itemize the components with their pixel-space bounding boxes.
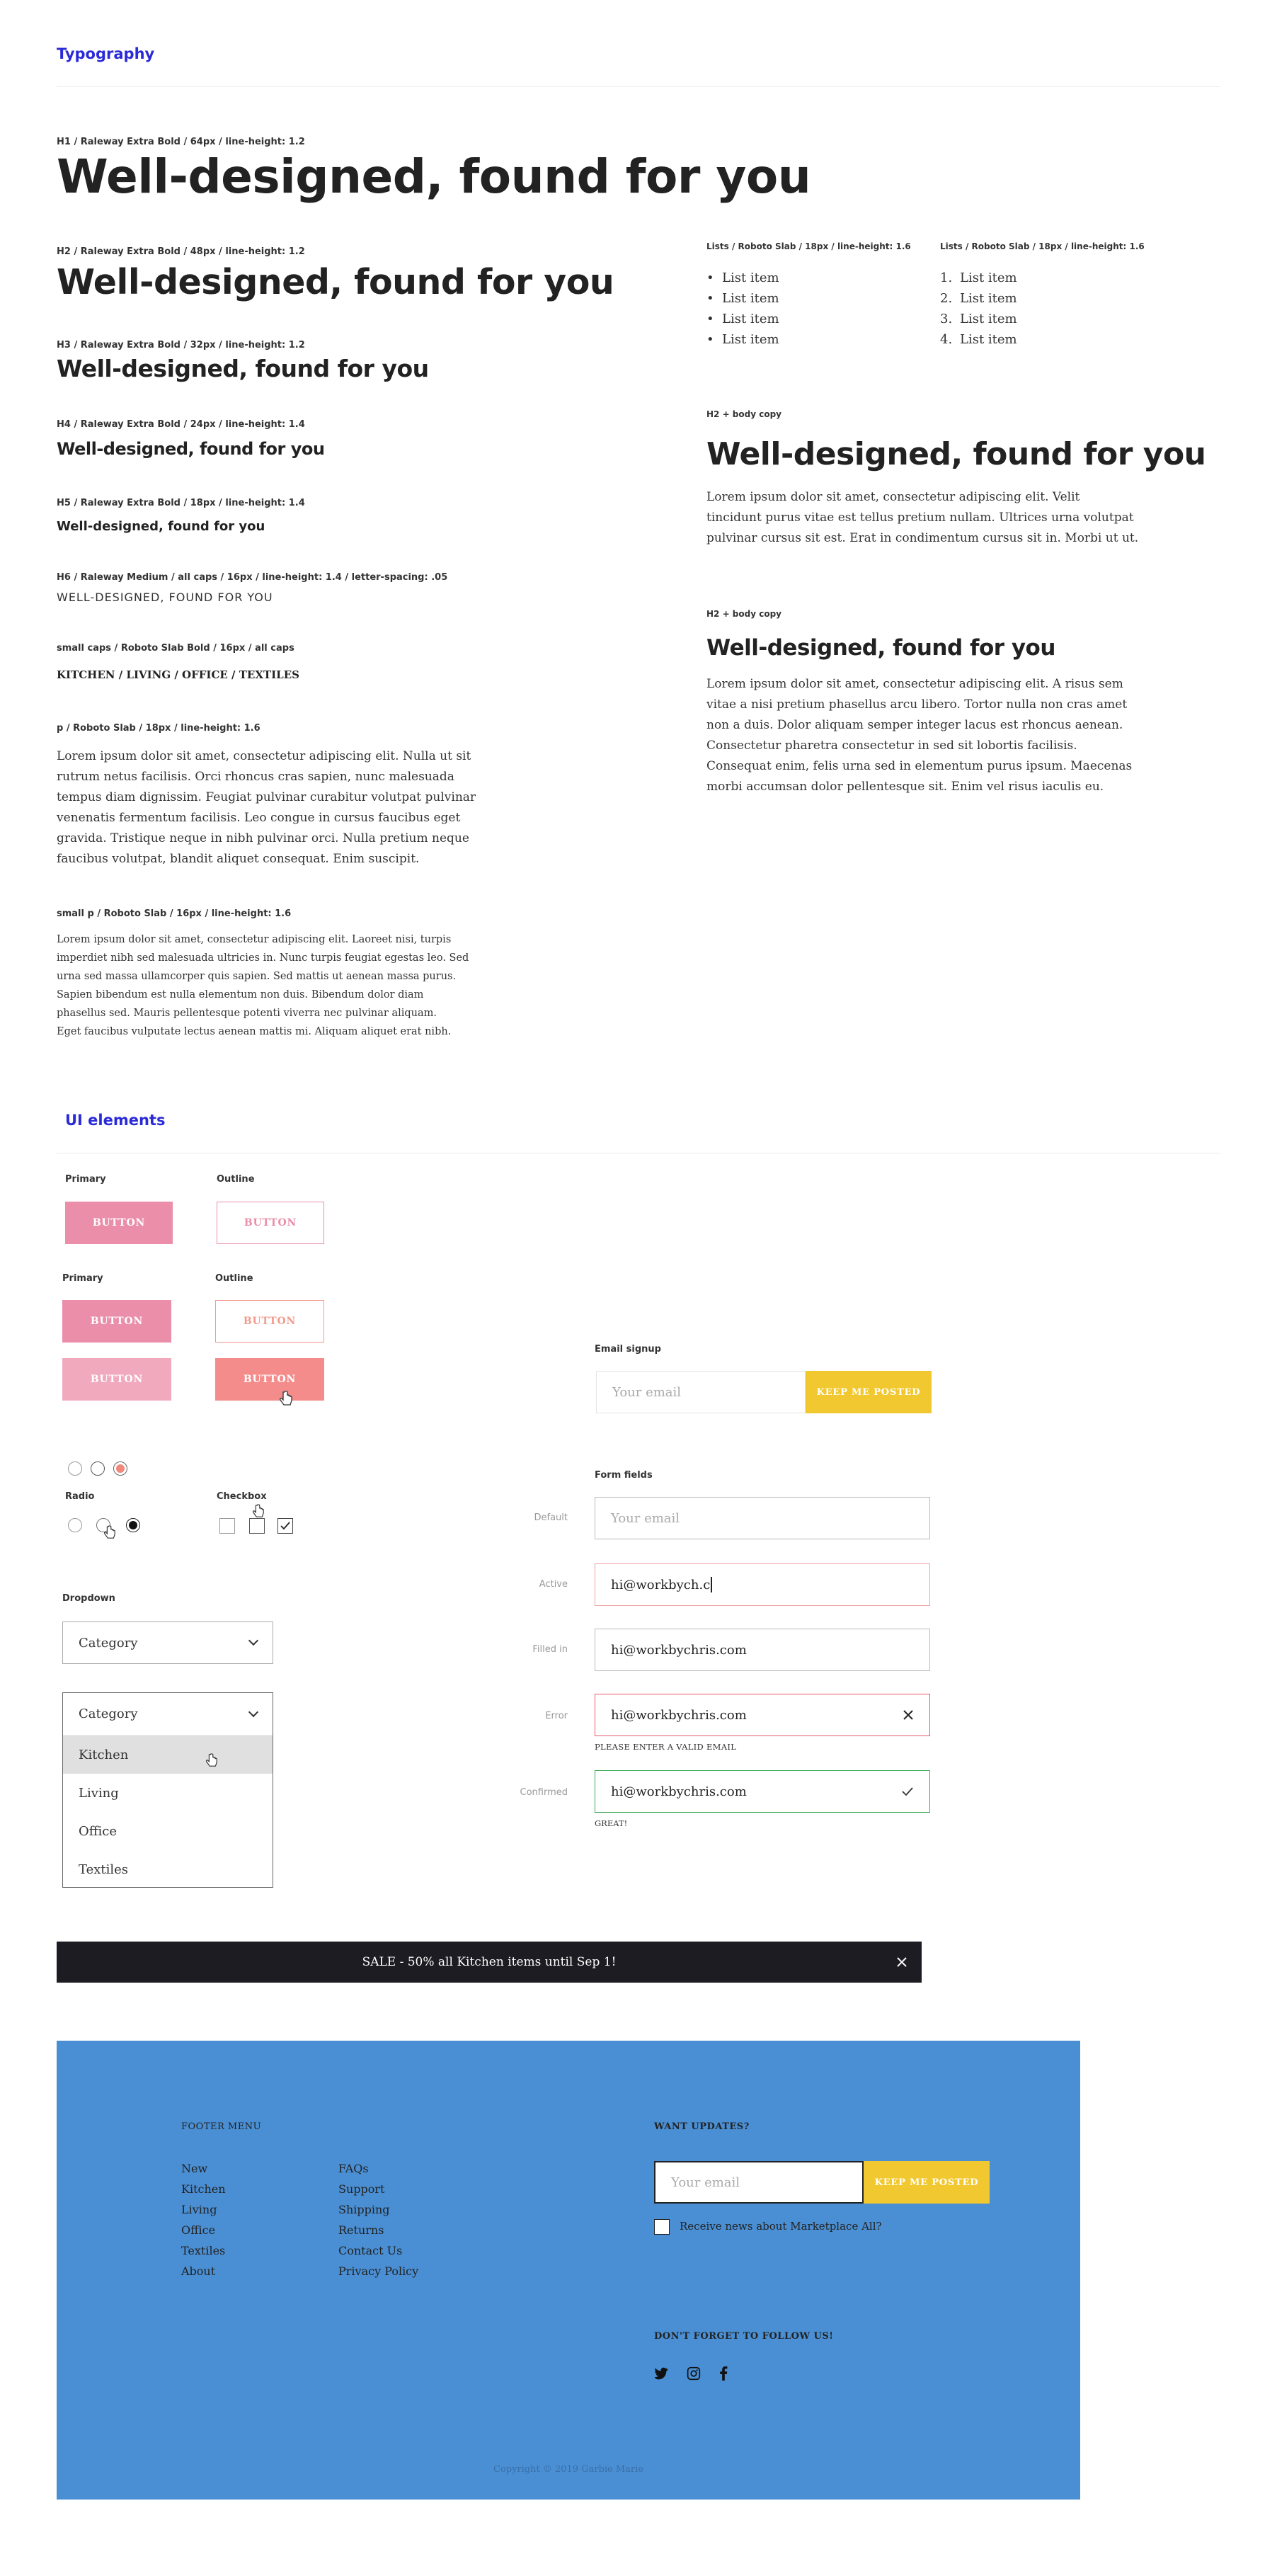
sale-banner-text: SALE - 50% all Kitchen items until Sep 1! [362,1955,617,1969]
h4-sample: Well-designed, found for you [57,439,325,459]
primary-button-hover[interactable]: BUTTON [215,1358,324,1401]
list-item: • List item [706,270,779,285]
dropdown-label: Dropdown [62,1593,115,1604]
dropdown-header[interactable] [63,1693,273,1736]
default-email-field[interactable]: Your email [595,1497,930,1539]
want-updates-title: WANT UPDATES? [654,2121,750,2132]
footer-link-kitchen[interactable]: Kitchen [181,2182,226,2196]
outline-label-2: Outline [215,1273,253,1284]
category-dropdown-open[interactable] [62,1692,273,1888]
h2-sample: Well-designed, found for you [57,262,614,302]
h6-sample: WELL-DESIGNED, FOUND FOR YOU [57,591,273,604]
radio-unchecked-2[interactable] [68,1518,82,1532]
footer-link-shipping[interactable]: Shipping [338,2203,390,2216]
footer-menu-title: FOOTER MENU [181,2121,262,2132]
small-caps-meta: small caps / Roboto Slab Bold / 16px / all caps [57,643,294,654]
h2-body-heading: Well-designed, found for you [706,436,1206,472]
footer-link-faqs[interactable]: FAQs [338,2162,369,2175]
checkbox-checked[interactable] [277,1518,293,1534]
footer-link-textiles[interactable]: Textiles [181,2244,226,2257]
category-dropdown[interactable] [62,1622,273,1664]
active-field-label: Active [539,1579,568,1590]
keep-me-posted-button[interactable]: KEEP ME POSTED [806,1371,932,1413]
confirmed-field-label: Confirmed [520,1787,568,1798]
dropdown-option-kitchen[interactable]: Kitchen [63,1736,273,1774]
primary-label: Primary [65,1174,106,1185]
outline-button[interactable]: BUTTON [217,1202,324,1244]
h2-body-meta: H2 + body copy [706,409,781,419]
error-field-value: hi@workbychris.com [611,1707,747,1723]
pointer-cursor-icon [252,1504,265,1520]
ui-elements-section-title: UI elements [65,1112,166,1129]
confirmed-email-field[interactable] [595,1770,930,1813]
footer [57,2041,1080,2500]
numbered-list [940,268,1017,350]
small-p-meta: small p / Roboto Slab / 16px / line-height: 1.6 [57,908,292,919]
radio-hover[interactable] [91,1461,105,1476]
radio-checked-accent[interactable] [113,1461,127,1476]
dropdown-value: Category [79,1706,138,1721]
check-icon [901,1786,914,1796]
radio-unchecked[interactable] [68,1461,82,1476]
h2-body-copy: Lorem ipsum dolor sit amet, consectetur adipiscing elit. Velit tincidunt purus vitae est tellus pretium nullam. Ultrices urna volutpat pulvinar cursus sit est. Erat in condimentum cursus sit in. Morbi ut ut. [706,490,1139,545]
h1-meta: H1 / Raleway Extra Bold / 64px / line-height: 1.2 [57,137,305,147]
small-caps-sample: KITCHEN / LIVING / OFFICE / TEXTILES [57,668,299,681]
footer-link-returns[interactable]: Returns [338,2223,384,2237]
list-item: 2. List item [940,291,1017,306]
check-icon [280,1521,291,1531]
list-item: 3. List item [940,312,1017,326]
footer-link-contact-us[interactable]: Contact Us [338,2244,403,2257]
footer-link-about[interactable]: About [181,2264,216,2278]
active-field-value: hi@workbych.c [611,1577,711,1592]
h2-meta: H2 / Raleway Extra Bold / 48px / line-height: 1.2 [57,246,305,257]
chevron-down-icon [248,1706,258,1716]
error-message: PLEASE ENTER A VALID EMAIL [595,1742,737,1752]
footer-link-new[interactable]: New [181,2162,208,2175]
outline-label: Outline [217,1174,255,1185]
follow-us-title: DON'T FORGET TO FOLLOW US! [654,2331,834,2342]
filled-email-field[interactable]: hi@workbychris.com [595,1629,930,1671]
filled-field-label: Filled in [532,1644,568,1655]
footer-link-living[interactable]: Living [181,2203,217,2216]
radio-label: Radio [65,1491,95,1502]
list-item: • List item [706,312,779,326]
confirmed-field-value: hi@workbychris.com [611,1784,747,1799]
dropdown-option-textiles[interactable]: Textiles [79,1862,129,1877]
h5-meta: H5 / Raleway Extra Bold / 18px / line-height: 1.4 [57,498,305,508]
h2-body-small-copy: Lorem ipsum dolor sit amet, consectetur adipiscing elit. A risus sem vitae a nisi pretium phasellus arcu libero. Tortor nulla non cras amet non a duis. Dolor aliquam semper integer lacus est rhoncus aenean. Consectetur pharetra consectetur in sed sit lobortis facilisis. Consequat enim, felis urna sed in elementum purus ipsum. Maecenas morbi accumsan dolor pellentesque sit. Enim vel risus iaculis eu. [706,677,1133,794]
chevron-down-icon [248,1636,258,1646]
checkbox-unchecked[interactable] [219,1518,235,1534]
pointer-cursor-icon [103,1525,116,1541]
list-item: • List item [706,332,779,347]
error-field-label: Error [545,1711,568,1721]
facebook-icon[interactable] [719,2366,728,2381]
h1-sample: Well-designed, found for you [57,149,811,204]
small-paragraph-sample: Lorem ipsum dolor sit amet, consectetur adipiscing elit. Laoreet nisi, turpis imperdiet nibh sed malesuada ultricies in. Nunc turpis feugiat egestas leo. Sed urna sed massa ullamcorper quis sapien. Sed mattis ut aenean massa purus. Sapien bibendum est nulla elementum non duis. Bibendum dolor diam phasellus sed. Mauris pellentesque potenti viverra nec pulvinar aliquam. Eget faucibus vulputate lectus aenean mattis mi. Aliquam aliquet erat nibh. [57,934,469,1037]
list-item: • List item [706,291,779,306]
footer-link-office[interactable]: Office [181,2223,216,2237]
typography-section-title: Typography [57,45,155,62]
footer-keep-me-posted-button[interactable]: KEEP ME POSTED [864,2161,990,2204]
dropdown-option-office[interactable]: Office [79,1823,118,1839]
newsletter-checkbox-label: Receive news about Marketplace All? [680,2220,882,2233]
footer-email-input[interactable]: Your email [654,2161,864,2204]
paragraph-sample: Lorem ipsum dolor sit amet, consectetur adipiscing elit. Nulla ut sit rutrum netus facilisis. Orci rhoncus cras sapien, nunc malesuada tempus diam dignissim. Feugiat pulvinar curabitur volutpat pulvinar venenatis fermentum facilisis. Leo congue in cursus faucibus eget gravida. Tristique neque in nibh pulvinar orci. Nulla pretium neque faucibus volutpat, blandit aliquet consequat. Enim suscipit. [57,749,476,866]
checkbox-label: Checkbox [217,1491,267,1502]
list-item: 1. List item [940,270,1017,285]
primary-button-default[interactable]: BUTTON [62,1300,171,1343]
newsletter-checkbox[interactable] [654,2219,670,2235]
text-caret [711,1577,712,1592]
footer-menu-col-2 [338,2158,418,2281]
footer-link-privacy-policy[interactable]: Privacy Policy [338,2264,419,2278]
numbered-list-meta: Lists / Roboto Slab / 18px / line-height: 1.6 [940,241,1145,251]
radio-checked[interactable] [126,1518,140,1532]
dropdown-value: Category [79,1635,138,1651]
divider [57,86,1220,87]
h3-sample: Well-designed, found for you [57,355,429,382]
p-meta: p / Roboto Slab / 18px / line-height: 1.6 [57,723,260,734]
outline-button-default[interactable]: BUTTON [215,1300,324,1343]
sale-banner [57,1942,922,1983]
close-icon[interactable] [896,1956,907,1968]
email-signup-label: Email signup [595,1344,661,1355]
primary-button[interactable]: BUTTON [65,1202,173,1244]
primary-label-2: Primary [62,1273,103,1284]
bullet-list-meta: Lists / Roboto Slab / 18px / line-height: 1.6 [706,241,911,251]
checkbox-hover[interactable] [249,1518,265,1534]
h4-meta: H4 / Raleway Extra Bold / 24px / line-height: 1.4 [57,419,305,430]
footer-link-support[interactable]: Support [338,2182,385,2196]
copyright: Copyright © 2019 Garbie Marie [493,2464,643,2475]
footer-menu-col-1 [181,2158,226,2281]
default-field-label: Default [534,1512,568,1523]
dropdown-option-living[interactable]: Living [79,1785,119,1801]
bullet-list [706,268,779,350]
twitter-icon[interactable] [654,2367,668,2380]
clear-x-icon[interactable] [903,1709,914,1721]
active-email-field[interactable] [595,1563,930,1606]
h2-body-small-meta: H2 + body copy [706,609,781,619]
error-email-field[interactable] [595,1694,930,1736]
pointer-cursor-icon [279,1391,293,1408]
form-fields-label: Form fields [595,1470,653,1481]
primary-button-disabled[interactable]: BUTTON [62,1358,171,1401]
success-message: GREAT! [595,1818,628,1828]
instagram-icon[interactable] [687,2366,701,2381]
list-item: 4. List item [940,332,1017,347]
pointer-cursor-icon [205,1753,218,1769]
email-signup-input[interactable]: Your email [596,1371,806,1413]
h3-meta: H3 / Raleway Extra Bold / 32px / line-height: 1.2 [57,340,305,351]
h6-meta: H6 / Raleway Medium / all caps / 16px / line-height: 1.4 / letter-spacing: .05 [57,572,448,583]
h2-body-small-heading: Well-designed, found for you [706,635,1055,661]
social-icons [654,2366,728,2381]
h5-sample: Well-designed, found for you [57,519,265,534]
